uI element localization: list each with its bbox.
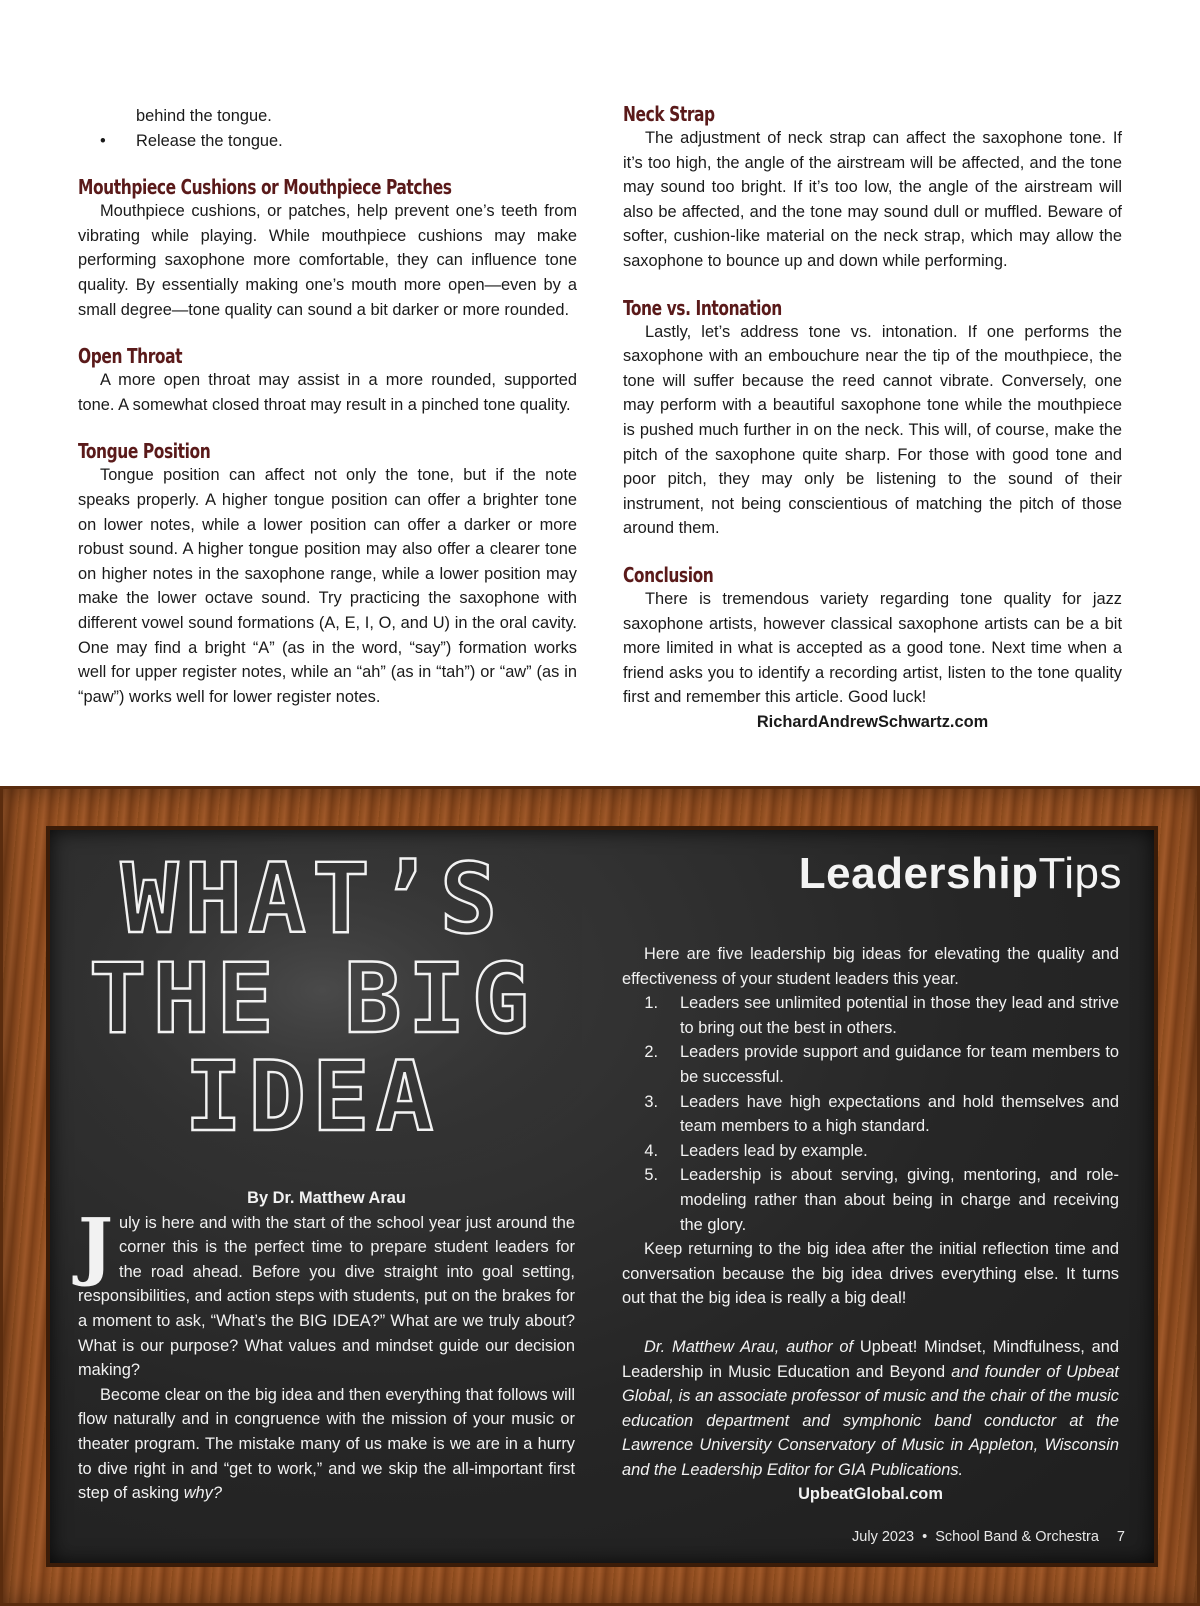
section-body: Tongue position can affect not only the tone, but if the note speaks properly. A higher tongue position can offer a brighter tone on lower notes, while a lower position can offer a darker or more robust sound. A higher tongue position may also offer a clearer tone on higher notes in the saxophone range, while a lower position may make the lower octave sound. Try practicing the saxophone with different vowel sound formations (A, E, I, O, and U) in the oral cavity. One may find a bright “A” (as in the word, “say”) formation works well for upper register notes, while an “ah” (as in “tah”) or “aw” (as in “paw”) works well for lower register notes. (78, 466, 577, 706)
continued-line: behind the tongue. (136, 107, 272, 125)
drop-cap: J (78, 1202, 114, 1289)
big-idea-line-2: THE BIG (88, 943, 536, 1055)
right-column (623, 102, 1122, 734)
section-heading: Conclusion (623, 562, 714, 587)
tip-item: 1. Leaders see unlimited potential in those they lead and strive to bring out the best in others. (644, 994, 1119, 1037)
tip-item: 3. Leaders have high expectations and hold themselves and team members to a high standard. (644, 1092, 1119, 1136)
section-heading: Mouthpiece Cushions or Mouthpiece Patches (78, 175, 452, 200)
footer-separator: • (922, 1529, 928, 1545)
big-idea-chalk-lettering (62, 842, 582, 1172)
page-footer (848, 1529, 1125, 1545)
bullet-text: Release the tongue. (136, 131, 283, 150)
byline: By Dr. Matthew Arau (247, 1189, 406, 1207)
upbeat-website: UpbeatGlobal.com (798, 1485, 943, 1504)
section-heading: Tone vs. Intonation (623, 295, 782, 320)
article-left-column (78, 1186, 575, 1506)
article-para-2: Become clear on the big idea and then everything that follows will flow naturally and in congruence with the mission of your music or theater program. The mistake many of us make is we are in a hurry to dive right in and “get to work,” and we skip the all-important first step of asking why? (78, 1385, 575, 1503)
section-body: The adjustment of neck strap can affect the saxophone tone. If it’s too high, the angle of the airstream will be affected, and the tone may sound too bright. If it’s too low, the angle of the airstream will also be affected, and the tone may sound dull or muffled. Beware of softer, cushion-like material on the neck strap, which may allow the saxophone to bounce up and down while performing. (623, 129, 1122, 270)
tip-item: 2. Leaders provide support and guidance for team members to be successful. (644, 1043, 1119, 1086)
bullet-marker: • (100, 131, 106, 150)
author-website: RichardAndrewSchwartz.com (756, 712, 989, 731)
article-right-column (622, 942, 1119, 1507)
closing-para: Keep returning to the big idea after the initial reflection time and conversation because the big idea drives everything else. It turns out that the big idea is really a big deal! (622, 1240, 1119, 1308)
tips-list (622, 991, 1119, 1237)
leadership-tips-title (799, 848, 1122, 900)
page-number: 7 (1116, 1529, 1125, 1545)
section-heading: Tongue Position (78, 439, 211, 464)
left-column (78, 104, 577, 709)
tip-item: 4. Leaders lead by example. (644, 1141, 868, 1160)
bullet-item (78, 129, 577, 154)
tip-item: 5. Leadership is about serving, giving, mentoring, and role-modeling rather than about being in charge and receiving the glory. (644, 1166, 1119, 1234)
tips-intro: Here are five leadership big ideas for elevating the quality and effectiveness of your student leaders this year. (622, 945, 1119, 988)
section-body: Lastly, let’s address tone vs. intonation. If one performs the saxophone with an embouchure near the tip of the mouthpiece, the tone will suffer because the reed cannot vibrate. Conversely, one may perform with a beautiful saxophone tone while the mouthpiece is pushed much further in on the neck. This will, of course, make the pitch of the saxophone quite sharp. For those with good tone and poor pitch, they may only be listening to the sound of their instrument, not being conscientious of matching the pitch of those around them. (623, 322, 1122, 538)
footer-magazine: School Band & Orchestra (935, 1529, 1099, 1545)
section-body: A more open throat may assist in a more rounded, supported tone. A somewhat closed throat may result in a pinched tone quality. (78, 371, 577, 414)
section-heading: Neck Strap (623, 102, 715, 126)
title-bold: Leadership (798, 849, 1039, 898)
section-heading: Open Throat (78, 344, 183, 369)
footer-date: July 2023 (852, 1529, 915, 1545)
big-idea-line-3: IDEA (184, 1041, 440, 1153)
article-para-1: July is here and with the start of the school year just around the corner this is the perfect time to prepare student leaders for the road ahead. Before you dive straight into goal setting, responsibilities, and action steps with students, put on the brakes for a moment to ask, “What’s the BIG IDEA?” What are we truly about? What is our purpose? What values and mindset guide our decision making? (78, 1202, 575, 1380)
section-body: Mouthpiece cushions, or patches, help prevent one’s teeth from vibrating while playing. While mouthpiece cushions may make performing saxophone more comfortable, they can influence tone quality. By essentially making one’s mouth more open—even by a small degree—tone quality can sound a bit darker or more rounded. (78, 202, 577, 319)
section-body: There is tremendous variety regarding tone quality for jazz saxophone artists, however classical saxophone artists can be a bit more limited in what is accepted as a good tone. Next time when a friend asks you to identify a recording artist, listen to the tone quality first and remember this article. Good luck! (623, 589, 1122, 707)
author-bio: Dr. Matthew Arau, author of Upbeat! Mindset, Mindfulness, and Leadership in Music Education and Beyond and founder of Upbeat Global, is an associate professor of music and the chair of the music education department and symphonic band conductor at the Lawrence University Conservatory of Music in Appleton, Wisconsin and the Leadership Editor for GIA Publications. (622, 1337, 1119, 1479)
title-light: Tips (1038, 849, 1122, 898)
big-idea-line-1: WHAT’S (120, 843, 504, 955)
